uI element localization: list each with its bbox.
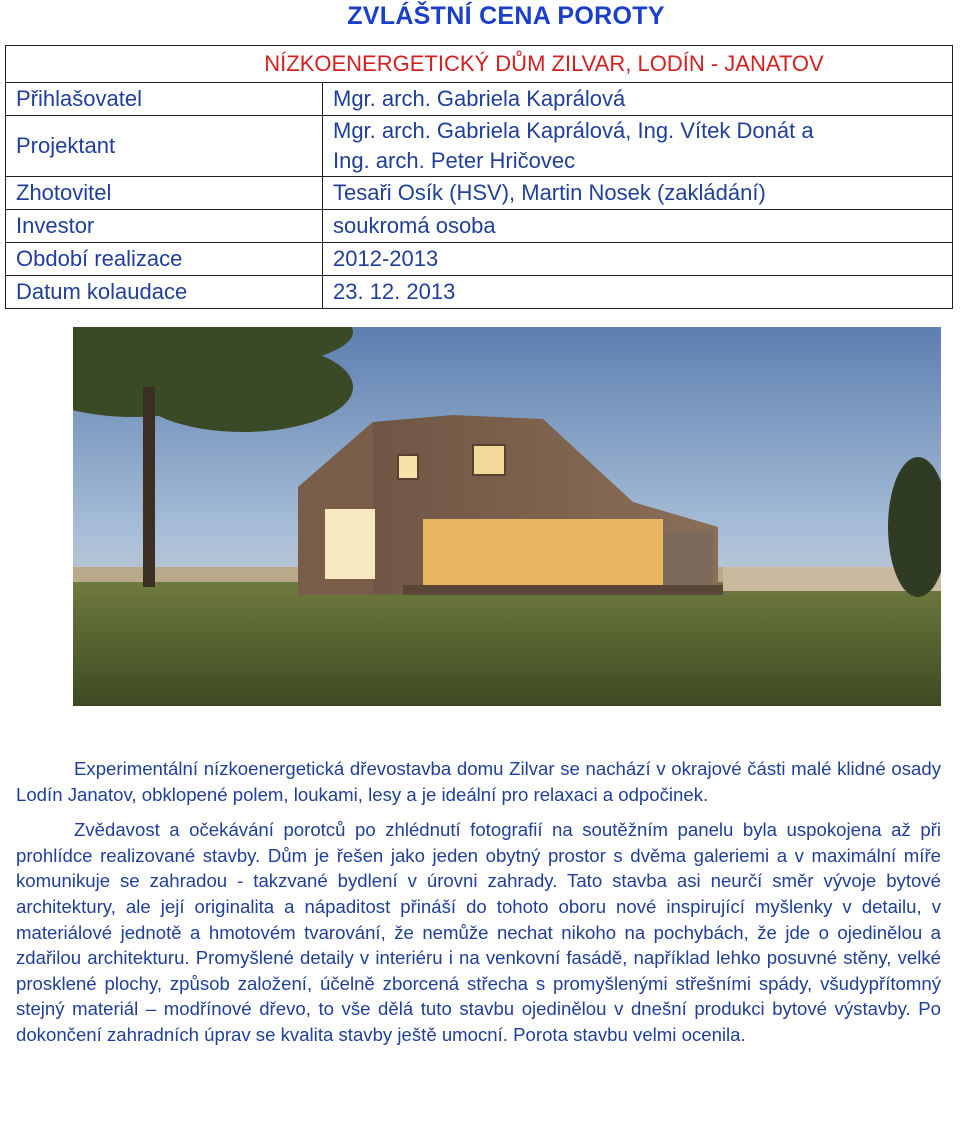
row-label-projektant: Projektant [6,116,323,177]
project-name-row [6,46,953,83]
row-label-prihlasovatel: Přihlašovatel [6,83,323,116]
row-value-prihlasovatel: Mgr. arch. Gabriela Kaprálová [323,83,953,116]
table-row [6,243,953,276]
table-row [6,210,953,243]
project-info-table [5,45,953,309]
description [16,756,941,1048]
row-value-kolaudace: 23. 12. 2013 [323,276,953,309]
projektant-line-2: Ing. arch. Peter Hričovec [333,148,576,173]
row-value-investor: soukromá osoba [323,210,953,243]
house-illustration [73,327,941,706]
table-row [6,83,953,116]
row-label-investor: Investor [6,210,323,243]
row-label-obdobi: Období realizace [6,243,323,276]
house-photo [73,327,941,706]
row-label-kolaudace: Datum kolaudace [6,276,323,309]
table-row [6,177,953,210]
project-name: NÍZKOENERGETICKÝ DŮM ZILVAR, LODÍN - JANATOV [6,46,953,83]
table-row [6,116,953,177]
paragraph-1: Experimentální nízkoenergetická dřevostavba domu Zilvar se nachází v okrajové části malé klidné osady Lodín Janatov, obklopené polem, loukami, lesy a je ideální pro relaxaci a odpočinek. [16,758,941,805]
table-row [6,276,953,309]
row-value-obdobi: 2012-2013 [323,243,953,276]
row-value-projektant [323,116,953,177]
row-value-zhotovitel: Tesaři Osík (HSV), Martin Nosek (zakládání) [323,177,953,210]
page-title: ZVLÁŠTNÍ CENA POROTY [347,2,665,30]
row-label-zhotovitel: Zhotovitel [6,177,323,210]
projektant-line-1: Mgr. arch. Gabriela Kaprálová, Ing. Vítek Donát a [333,118,814,143]
paragraph-2: Zvědavost a očekávání porotců po zhlédnutí fotografií na soutěžním panelu byla uspokojena až při prohlídce realizované stavby. Dům je řešen jako jeden obytný prostor s dvěma galeriemi a v maximální míře komunikuje se zahradou - takzvané bydlení v úrovni zahrady. Tato stavba asi neurčí směr vývoje bytové architektury, ale její originalita a nápaditost přináší do tohoto oboru nové inspirující myšlenky v detailu, v materiálové jednotě a hmotovém tvarování, že nemůže nechat nikoho na pochybách, že jde o ojedinělou a zdařilou architekturu. Promyšlené detaily v interiéru i na venkovní fasádě, například lehko posuvné stěny, velké prosklené plochy, způsob založení, účelně zborcená střecha s promyšlenými střešními spády, všudypřítomný stejný materiál – modřínové dřevo, to vše dělá tuto stavbu ojedinělou v dnešní produkci bytové výstavby. Po dokončení zahradních úprav se kvalita stavby ještě umocní. Porota stavbu velmi ocenila. [16,819,941,1045]
